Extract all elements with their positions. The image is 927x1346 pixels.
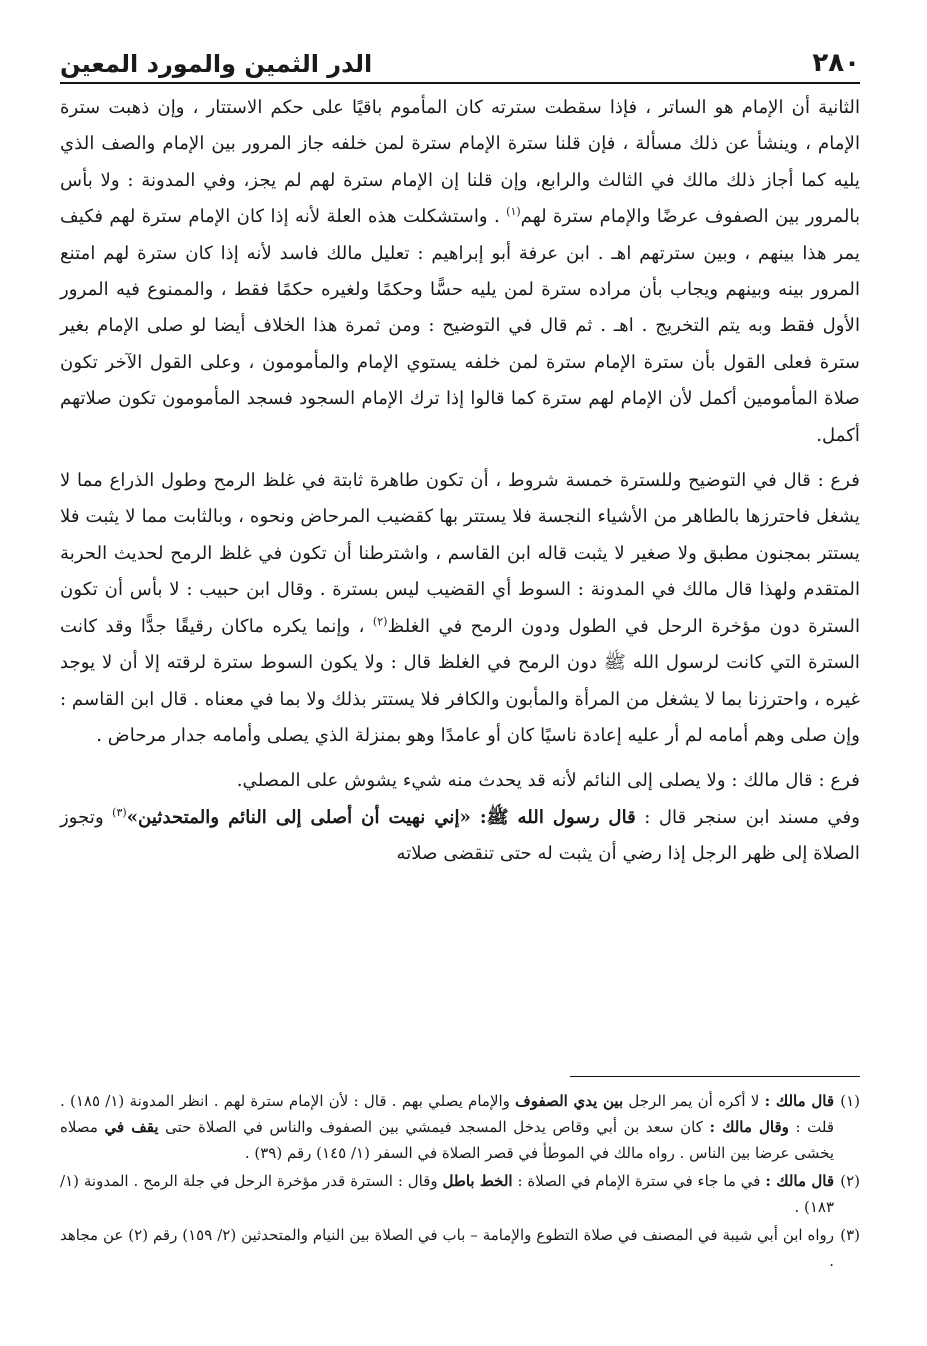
footnote-ref-2[interactable]: (٢) (372, 614, 388, 628)
footnote-text: في ما جاء في سترة الإمام في الصلاة : (512, 1172, 766, 1190)
hadith-quote: قال رسول الله ﷺ: «إني نهيت أن أصلى إلى النائم والمتحدثين» (126, 806, 636, 828)
main-text (60, 90, 860, 873)
footnote-number: (١) (840, 1092, 860, 1110)
page-header (60, 38, 860, 84)
footnote-number: (٢) (840, 1172, 860, 1190)
footnote-separator (570, 1076, 860, 1077)
footnote-number: (٣) (840, 1226, 861, 1244)
footnote-bold: الخط باطل (442, 1172, 513, 1190)
footnote-bold: يقف في (104, 1118, 159, 1136)
paragraph-1-text-a: الثانية أن الإمام هو الساتر ، فإذا سقطت سترته كان المأموم باقيًا على حكم الاستتار ، وإن ذهبت سترة الإمام ، وينشأ عن ذلك مسألة ، فإن قلنا سترة الإمام سترة لمن خلفه جاز المرور بين الإمام والصف الذي يليه كما أجاز ذلك مالك في الثالث والرابع، وإن قلنا إن الإمام سترة لهم لم يجز، وفي المدونة : ولا بأس بالمرور بين الصفوف عرضًا والإمام سترة لهم (60, 97, 861, 228)
footnote-text: لا أكره أن يمر الرجل (623, 1092, 765, 1110)
paragraph-1-text-b: . واستشكلت هذه العلة لأنه إذا كان الإمام سترة لهم فكيف يمر هذا بينهم ، وبين سترتهم اهـ . ابن عرفة أبو إبراهيم : تعليل مالك فاسد لأنه إذا كان سترة لهم امتنع المرور بينه وبينهم ويجاب بأن مراده سترة لمن يليه حسًّا وحكمًا ولغيره حكمًا فقط ، والممنوع فيه المرور الأول فقط وبه يتم التخريج . اهـ . ثم قال في التوضيح : ومن ثمرة هذا الخلاف أيضا لو صلى الإمام بغير سترة فعلى القول بأن سترة الإمام سترة لمن خلفه يستوي الإمام والمأمومون ، وعلى القول الآخر تكون صلاة المأمومين أكمل لأن الإمام لهم سترة كما قالوا إذا ترك الإمام السجود فسجد المأمومون تكون صلاتهم أكمل. (60, 206, 860, 446)
footnote-text: والإمام يصلي بهم . قال : لأن الإمام سترة لهم . انظر المدونة (١/ ١٨٥) . قلت : (60, 1092, 834, 1136)
footnote-ref-3[interactable]: (٣) (112, 805, 127, 819)
footnote-bold: وقال مالك : (709, 1118, 789, 1136)
paragraph-3-text-a: وفي مسند ابن سنجر قال : (635, 806, 860, 828)
footnote-2 (60, 1168, 860, 1220)
footnote-bold: بين يدي الصفوف (515, 1092, 624, 1110)
footnote-ref-1[interactable]: (١) (506, 205, 521, 219)
paragraph-3-line-1: فرع : قال مالك : ولا يصلى إلى النائم لأنه قد يحدث منه شيء يشوش على المصلي. (236, 770, 860, 792)
footnote-text: مصلاه يخشى عرضا بين الناس . رواه مالك في الموطأ في قصر الصلاة في السفر (١/ ١٤٥) رقم (٣٩) . (60, 1118, 834, 1162)
footnote-text: كان سعد بن أبي وقاص يدخل المسجد فيمشي بين الصفوف والناس في الصلاة حتى (158, 1118, 710, 1136)
footnotes (60, 1088, 860, 1276)
footnote-text: رواه ابن أبي شيبة في المصنف في صلاة التطوع والإمامة – باب في الصلاة بين النيام والمتحدثين (٢/ ١٥٩) رقم (٢) عن مجاهد . (60, 1226, 835, 1270)
footnote-3 (60, 1222, 860, 1274)
paragraph-3 (60, 763, 860, 872)
footnote-lead: قال مالك : (765, 1172, 834, 1190)
paragraph-2-text-b: ، وإنما يكره ماكان رقيقًا جدًّا وقد كانت السترة التي كانت لرسول الله ﷺ دون الرمح في الغلظ قال : ولا يكون السوط سترة لرقته إلا أن لا يوجد غيره ، واحترزنا بما لا يشغل من المرأة والمأبون والكافر فلا يستتر بذلك ولا بما في معناه . قال ابن القاسم : وإن صلى وهم أمامه لم أر عليه إعادة ناسيًا كان أو عامدًا وهو بمنزلة الذي يصلى وأمامه جدار مرحاض . (60, 615, 860, 746)
paragraph-1 (60, 90, 860, 454)
paragraph-3-text-b: وتجوز الصلاة إلى ظهر الرجل إذا رضي أن يثبت له حتى تنقضى صلاته (60, 806, 860, 865)
footnote-lead: قال مالك : (764, 1092, 834, 1110)
paragraph-2-text-a: فرع : قال في التوضيح وللسترة خمسة شروط ، أن تكون طاهرة ثابتة في غلظ الرمح وطول الذراع مما لا يشغل فاحترزها بالطاهر من الأشياء النجسة فلا يستتر بها كقضيب المرحاض ونحوه ، وبالثابت مما لا يثبت فلا يستتر بمجنون مطبق ولا صغير لا يثبت قاله ابن القاسم ، واشترطنا أن تكون في غلظ الرمح لحديث الحربة المتقدم ولهذا قال مالك في المدونة : السوط أي القضيب ليس بسترة . وقال ابن حبيب : لا بأس أن تكون السترة دون مؤخرة الرحل في الطول ودون الرمح في الغلظ (60, 470, 860, 637)
footnote-text: وقال : السترة قدر مؤخرة الرحل في جلة الرمح . المدونة (١/ ١٨٣) . (60, 1172, 834, 1216)
page-number: ٢٨٠ (812, 48, 860, 78)
book-title: الدر الثمين والمورد المعين (60, 50, 373, 78)
footnote-1 (60, 1088, 860, 1166)
book-page (60, 38, 860, 1328)
paragraph-2 (60, 463, 860, 754)
